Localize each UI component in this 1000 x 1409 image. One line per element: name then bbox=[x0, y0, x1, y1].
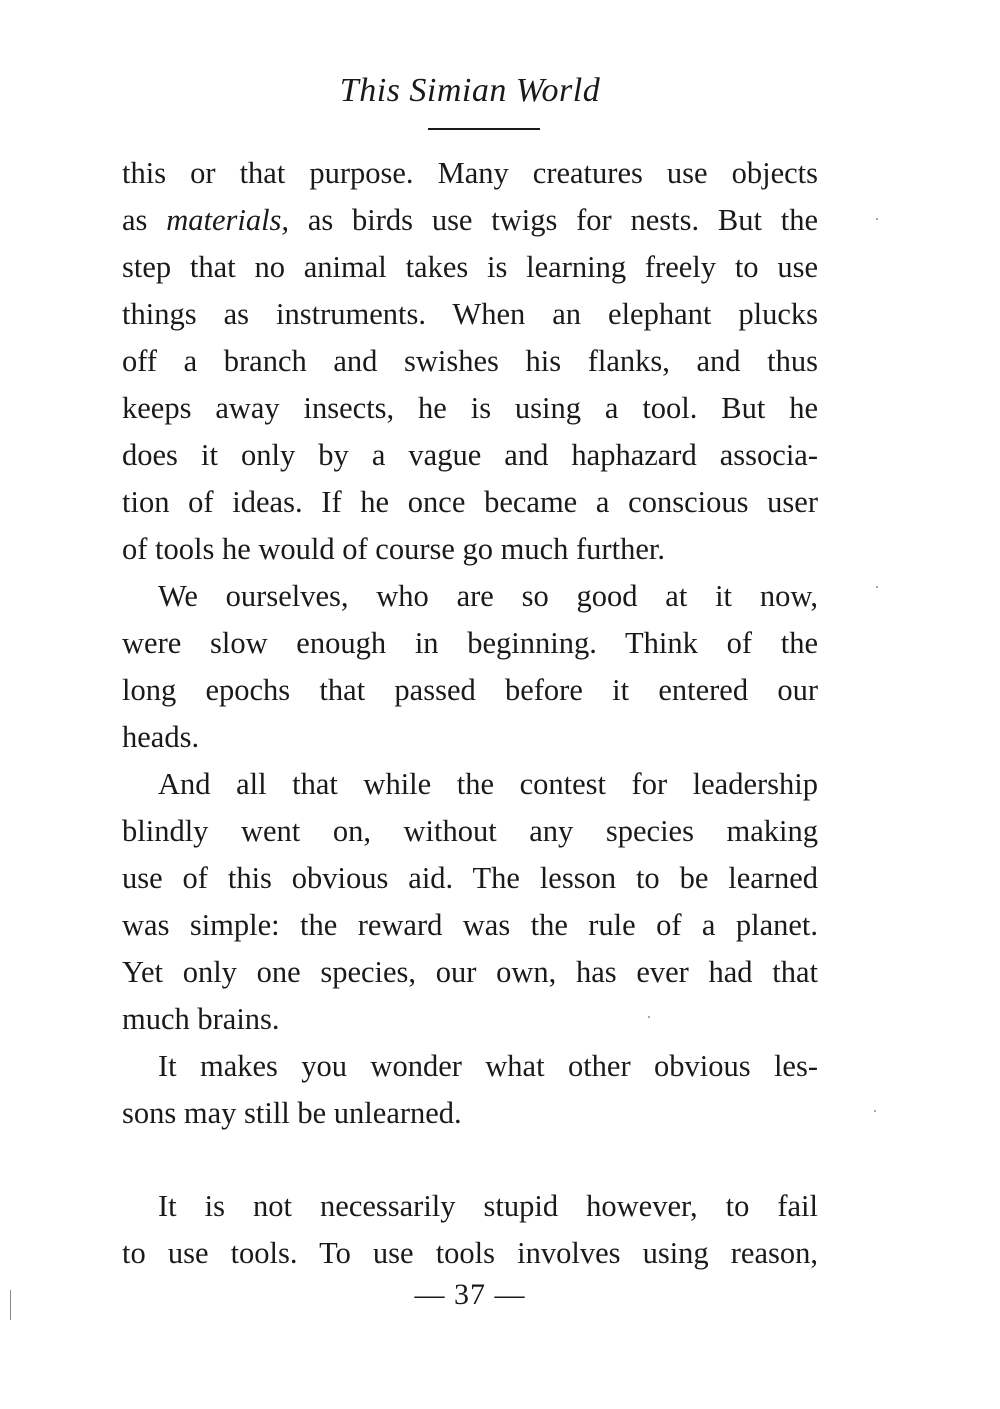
paragraph-1 bbox=[122, 150, 818, 573]
text-line: It is not necessarily stupid however, to fail bbox=[158, 1189, 818, 1223]
text-line: And all that while the contest for leadership bbox=[158, 767, 818, 801]
text-line: We ourselves, who are so good at it now, bbox=[158, 579, 818, 613]
text-line: sons may still be unlearned. bbox=[122, 1096, 462, 1130]
scan-speck bbox=[876, 586, 878, 588]
text-fragment: as bbox=[122, 203, 167, 237]
paragraph-2 bbox=[122, 573, 818, 761]
text-line bbox=[122, 197, 818, 244]
text-line: much brains. bbox=[122, 1002, 280, 1036]
paragraph-3 bbox=[122, 761, 818, 1043]
text-line: It makes you wonder what other obvious les- bbox=[158, 1049, 818, 1083]
text-line: blindly went on, without any species making bbox=[122, 814, 818, 848]
title-underline-rule bbox=[428, 128, 540, 130]
running-title: This Simian World bbox=[339, 72, 601, 109]
emphasized-word: materials, bbox=[166, 203, 290, 237]
text-line: does it only by a vague and haphazard associa- bbox=[122, 438, 818, 472]
text-line: heads. bbox=[122, 720, 200, 754]
text-line: off a branch and swishes his flanks, and thus bbox=[122, 344, 818, 378]
scan-speck bbox=[876, 218, 878, 220]
text-line: of tools he would of course go much further. bbox=[122, 532, 665, 566]
text-line: Yet only one species, our own, has ever had that bbox=[122, 955, 818, 989]
text-line: this or that purpose. Many creatures use objects bbox=[122, 156, 818, 190]
scan-speck bbox=[648, 1016, 650, 1018]
text-line: were slow enough in beginning. Think of the bbox=[122, 626, 818, 660]
body-text bbox=[122, 150, 818, 1277]
text-line: was simple: the reward was the rule of a planet. bbox=[122, 908, 818, 942]
text-fragment: as birds use twigs for nests. But the bbox=[289, 203, 818, 237]
text-line: long epochs that passed before it entered our bbox=[122, 673, 818, 707]
section-break bbox=[122, 1137, 818, 1183]
text-line: to use tools. To use tools involves using reason, bbox=[122, 1236, 818, 1270]
text-line: things as instruments. When an elephant plucks bbox=[122, 297, 818, 331]
paragraph-4 bbox=[122, 1043, 818, 1137]
scan-speck bbox=[10, 1290, 11, 1320]
text-line: keeps away insects, he is using a tool. But he bbox=[122, 391, 818, 425]
page-number: — 37 — bbox=[414, 1278, 526, 1311]
paragraph-5 bbox=[122, 1183, 818, 1277]
text-line: step that no animal takes is learning freely to use bbox=[122, 250, 818, 284]
text-line: tion of ideas. If he once became a conscious user bbox=[122, 485, 818, 519]
text-line: use of this obvious aid. The lesson to be learned bbox=[122, 861, 818, 895]
scan-speck bbox=[874, 1110, 876, 1112]
